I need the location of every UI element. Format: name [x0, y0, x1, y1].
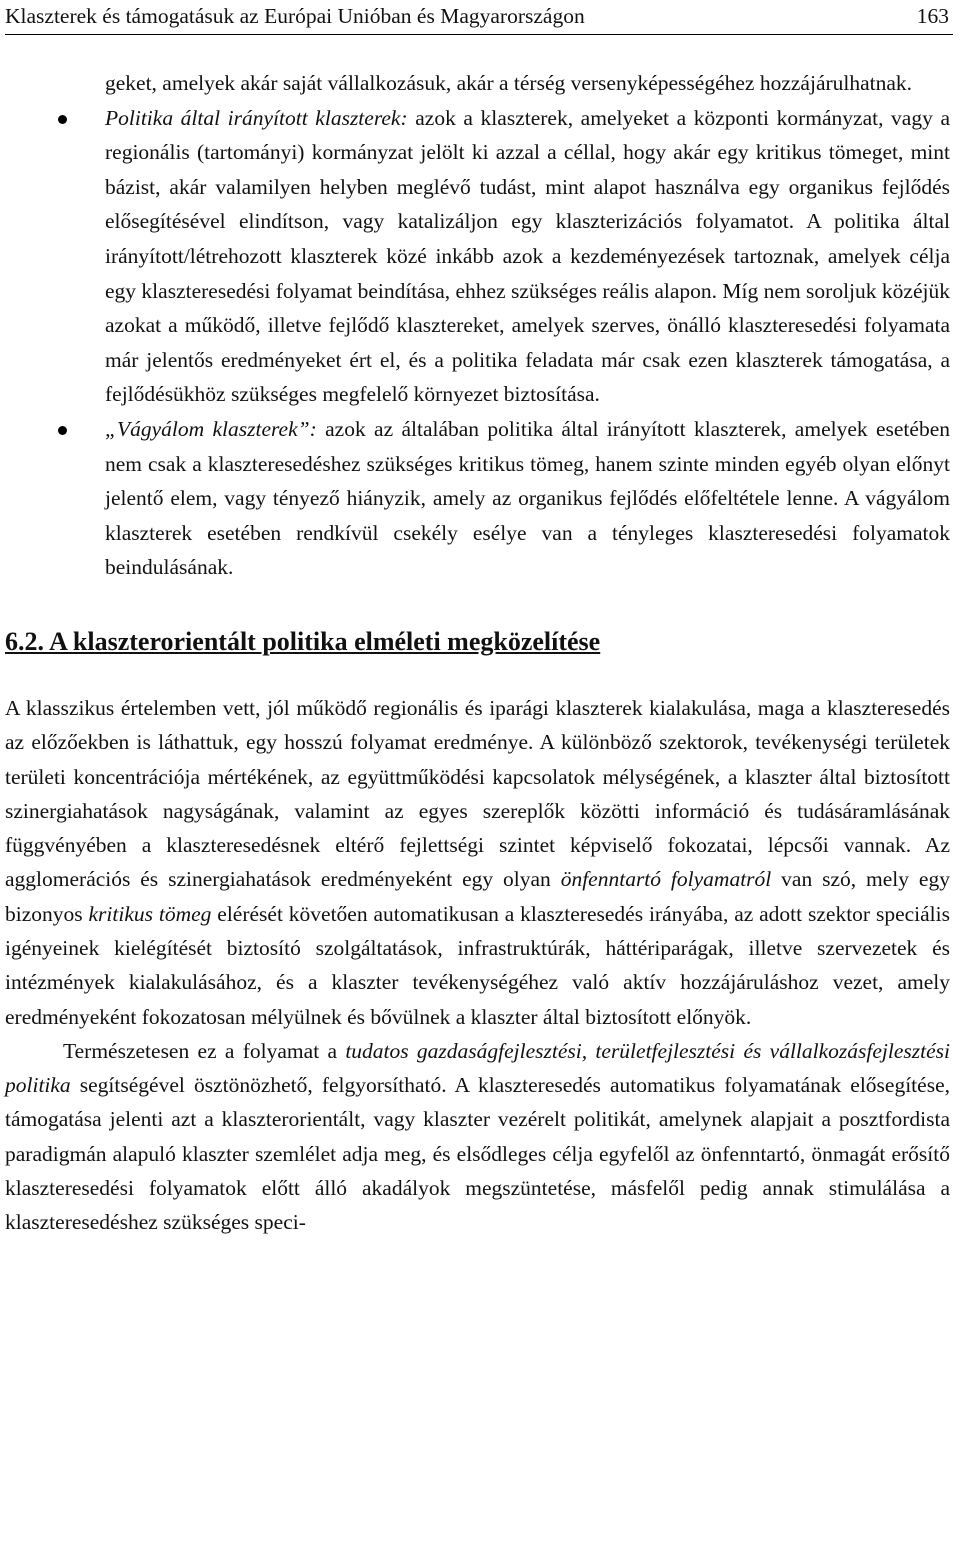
- running-header: [5, 0, 953, 35]
- page-body: [5, 66, 950, 1240]
- section-heading: 6.2. A klaszterorientált politika elméleti megközelítése: [5, 626, 601, 656]
- paragraph-span: A klasszikus értelemben vett, jól működő regionális és iparági klaszterek kialakulása, maga a klaszteresedés az előzőekben is láthattuk, egy hosszú folyamat eredménye. A különböző szektorok, tevékenységi területek területi koncentrációja mértékének, az együttműködési kapcsolatok mélységének, a klaszter által biztosított szinergiahatások nagyságának, valamint az egyes szereplők közötti információ és tudásáramlásának függvényében a klaszteresedésnek eltérő fejlettségi szintet képviselő fokozatai, lépcsői vannak. Az agglomerációs és szinergiahatások eredményeként egy olyan: [5, 695, 950, 892]
- list-item-text: azok a klaszterek, amelyeket a központi kormányzat, vagy a regionális (tartományi) kormányzat jelölt ki azzal a céllal, hogy akár egy kritikus tömeget, mint bázist, akár valamilyen helyben meglévő tudást, mint alapot használva egy organikus fejlődés elősegítésével elindítson, vagy katalizáljon egy klaszterizációs folyamatot. A politika által irányított/létrehozott klaszterek közé inkább azok a kezdeményezések tartoznak, amelyek célja egy klaszteresedési folyamat beindítása, ehhez szükséges reális alapon. Míg nem soroljuk közéjük azokat a működő, illetve fejlődő klasztereket, amelyek szerves, önálló klaszteresedési folyamata már jelentős eredményeket ért el, és a politika feladata már csak ezen klaszterek támogatása, a fejlődésükhöz szükséges megfelelő környezet biztosítása.: [105, 105, 950, 407]
- list-item-continuation: [5, 66, 950, 101]
- body-paragraph-2: [5, 1034, 950, 1240]
- paragraph-span-emphasis: kritikus tömeg: [88, 901, 212, 926]
- bullet-icon: [58, 115, 67, 124]
- list-item-wishful-clusters: [5, 412, 950, 585]
- paragraph-span-emphasis: önfenntartó folyamatról: [560, 867, 772, 892]
- list-item-text: azok az általában politika által irányított klaszterek, amelyek esetében nem csak a klaszteresedéshez szükséges kritikus tömeg, hanem szinte minden egyéb olyan előnyt jelentő elem, vagy tényező hiányzik, amely az organikus fejlődés előfeltétele lenne. A vágyálom klaszterek esetében rendkívül csekély esélye van a tényleges klaszteresedési folyamatok beindulásának.: [105, 416, 950, 580]
- paragraph-span: elérését követően automatikusan a klaszteresedés irányába, az adott szektor speciális igényeinek kielégítését biztosító szolgáltatások, infrastruktúrák, háttériparágak, illetve szervezetek és intézmények kialakulásához, és a klaszter tevékenységéhez való aktív hozzájáruláshoz vezet, amely eredményeként fokozatosan mélyülnek és bővülnek a klaszter által biztosított előnyök.: [5, 901, 950, 1029]
- running-header-title: Klaszterek és támogatásuk az Európai Unióban és Magyarországon: [5, 4, 585, 28]
- list-item-term: Politika által irányított klaszterek:: [105, 105, 408, 130]
- list-item-term: „Vágyálom klaszterek”:: [105, 416, 317, 441]
- paragraph-span: segítségével ösztönözhető, felgyorsítható. A klaszteresedés automatikus folyamatának elősegítése, támogatása jelenti azt a klaszterorientált, vagy klaszter vezérelt politikát, amelynek alapjait a posztfordista paradigmán alapuló klaszter szemlélet adja meg, és elsődleges célja egyfelől az önfenntartó, önmagát erősítő klaszteresedési folyamatok előtt álló akadályok megszüntetése, másfelől pedig annak stimulálása a klaszteresedéshez szükséges speci-: [5, 1073, 950, 1235]
- paragraph-span: Természetesen ez a folyamat a: [63, 1038, 346, 1063]
- list-item-text: geket, amelyek akár saját vállalkozásuk, akár a térség versenyképességéhez hozzájárulhatnak.: [105, 71, 913, 95]
- bullet-icon: [58, 426, 67, 435]
- page-number: 163: [916, 4, 949, 28]
- paragraph-span-emphasis: tudatos gazdaságfejlesztési, területfejlesztési és vállalkozásfejlesztési politika: [5, 1038, 950, 1098]
- body-paragraph-1: [5, 691, 950, 1034]
- paragraph-span: van szó, mely egy bizonyos: [5, 867, 950, 926]
- list-item-policy-clusters: [5, 101, 950, 412]
